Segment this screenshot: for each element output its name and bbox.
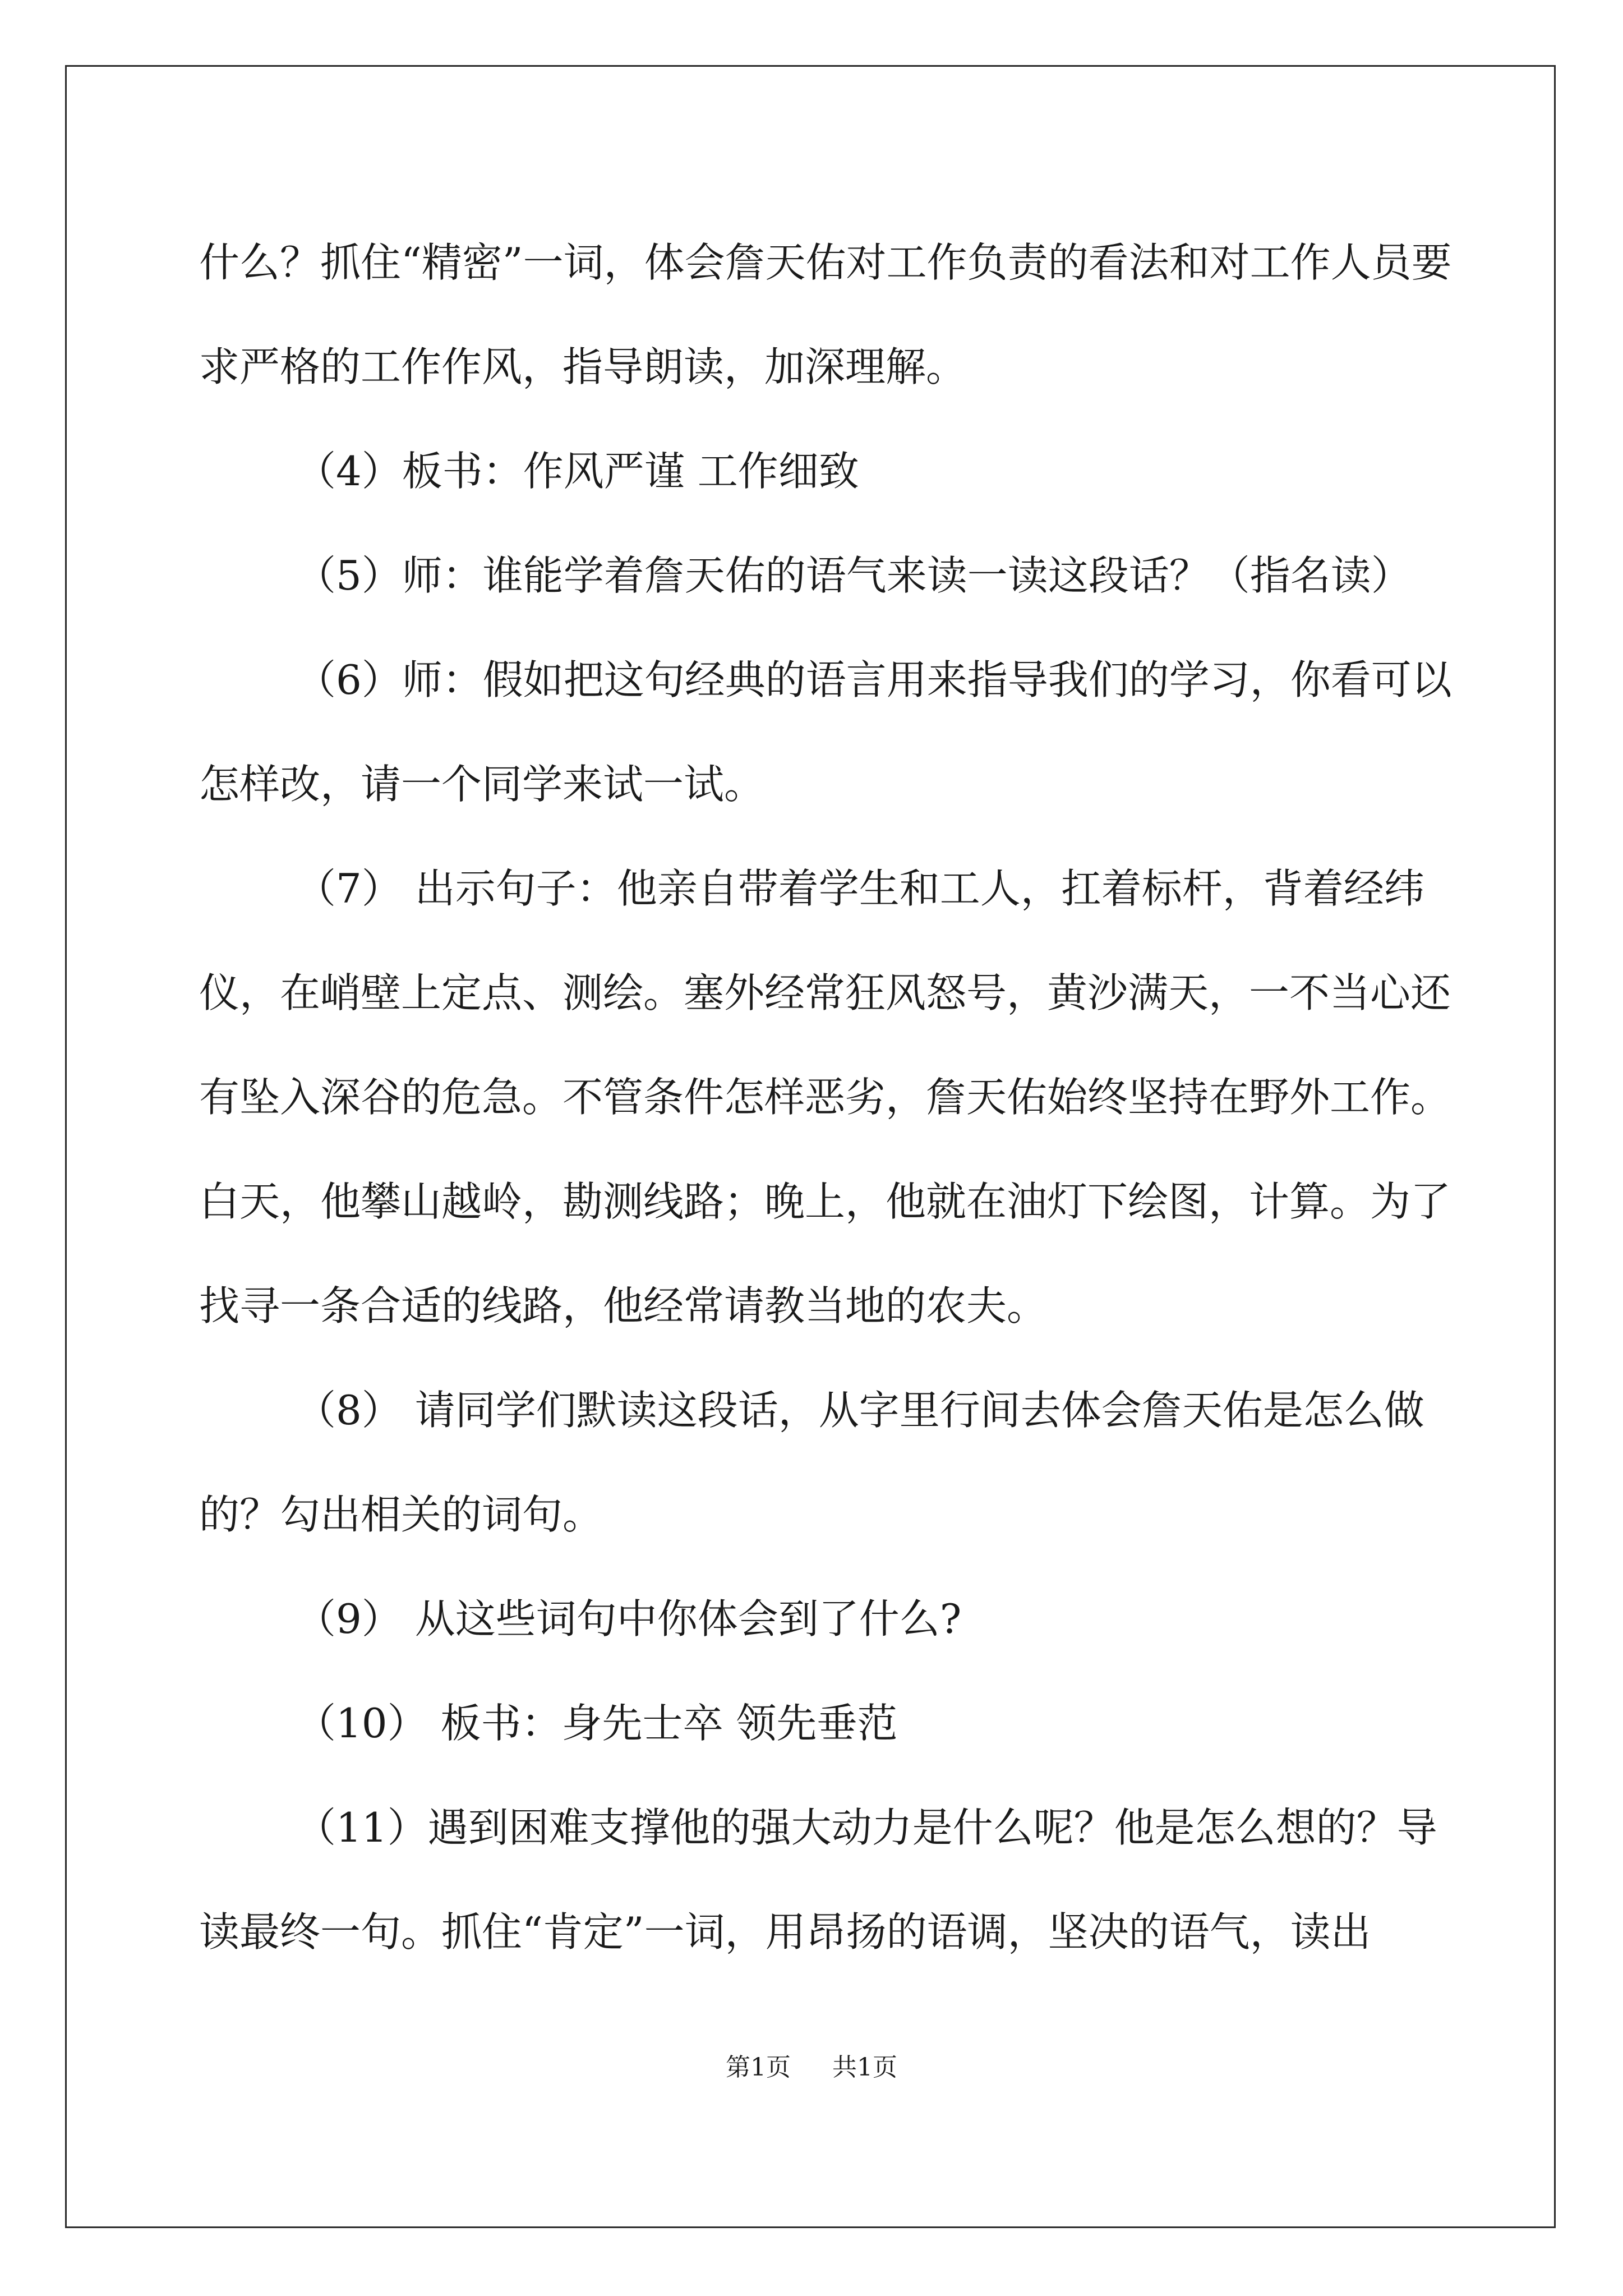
paragraph: （4）板书：作风严谨 工作细致 [296,448,859,495]
page-total: 共1页 [832,2053,897,2082]
paragraph: （6）师：假如把这句经典的语言用来指导我们的学习，你看可以怎样改，请一个同学来试一试。 [199,656,1452,808]
paragraph: （10） 板书：身先士卒 领先垂范 [296,1700,898,1747]
paragraph: （7） 出示句子：他亲自带着学生和工人，扛着标杆，背着经纬仪，在峭壁上定点、测绘。塞外经常狂风怒号，黄沙满天，一不当心还有坠入深谷的危急。不管条件怎样恶劣，詹天佑始终坚持在野外工作。白天，他攀山越岭，勘测线路；晚上，他就在油灯下绘图，计算。为了找寻一条合适的线路，他经常请教当地的农夫。 [199,865,1451,1329]
paragraph: （11）遇到困难支撑他的强大动力是什么呢？他是怎么想的？导读最终一句。抓住“肯定”一词，用昂扬的语调，坚决的语气，读出 [199,1804,1437,1955]
page-footer [0,2052,1623,2083]
paragraph: （8） 请同学们默读这段话，从字里行间去体会詹天佑是怎么做的？勾出相关的词句。 [199,1387,1424,1538]
document-body [199,210,1461,1984]
page-number: 第1页 [726,2053,791,2082]
paragraph: （5）师：谁能学着詹天佑的语气来读一读这段话？（指名读） [296,552,1412,599]
paragraph: （9） 从这些词句中你体会到了什么? [296,1595,962,1642]
paragraph: 什么？抓住“精密”一词，体会詹天佑对工作负责的看法和对工作人员要求严格的工作作风，指导朗读，加深理解。 [199,239,1452,390]
